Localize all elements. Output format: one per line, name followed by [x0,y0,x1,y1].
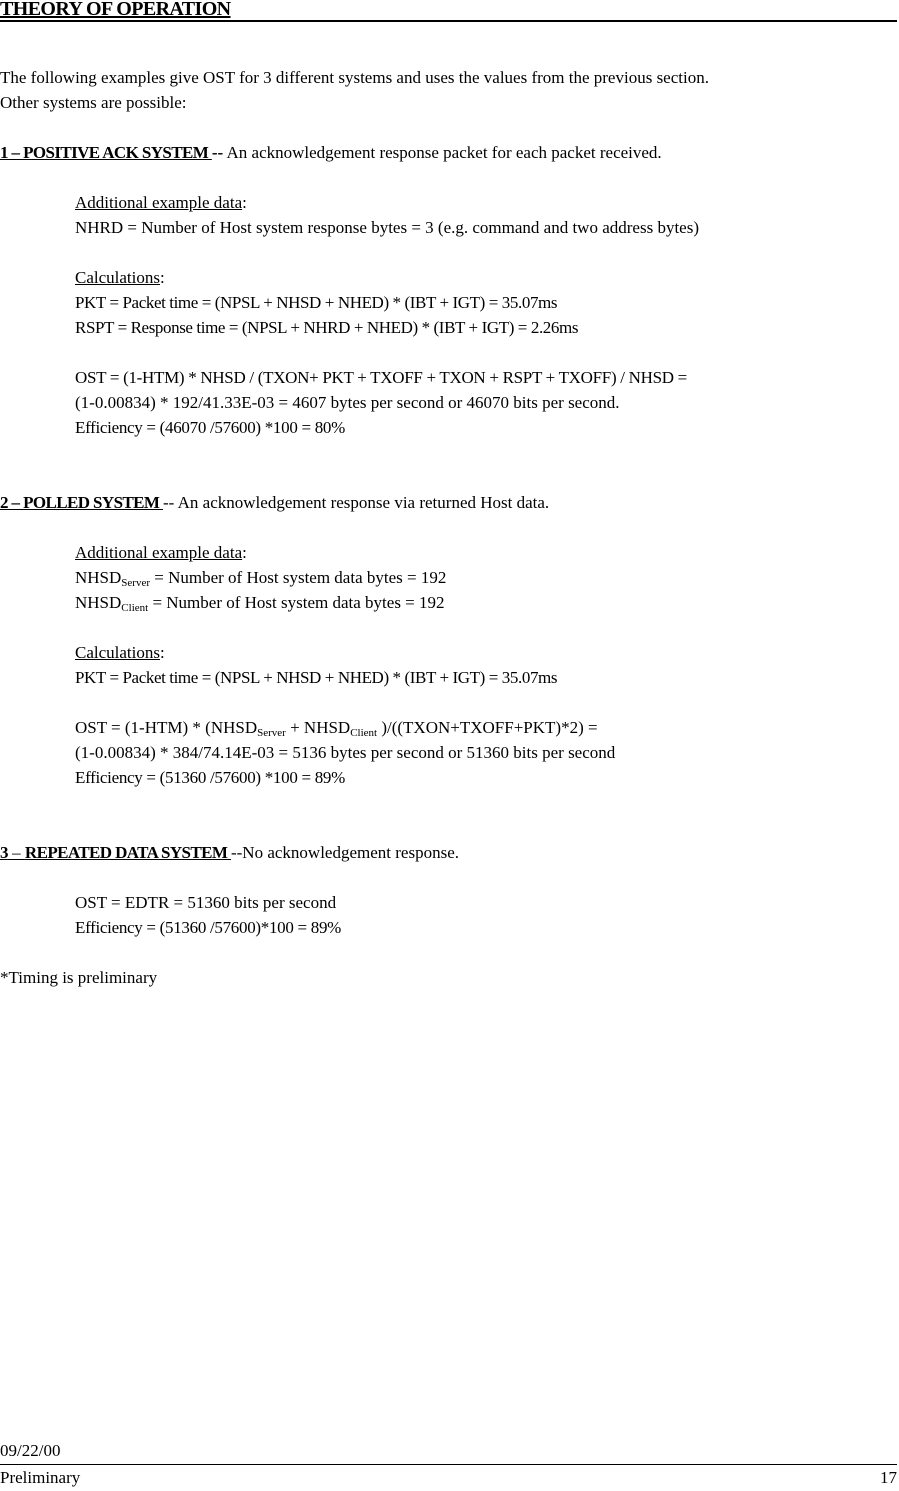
page-title: THEORY OF OPERATION [0,0,231,20]
section1-calc-line: Calculations: [75,268,165,287]
section1-calc-label: Calculations [75,268,160,287]
section1-heading-line [0,143,662,163]
page-header [0,0,897,22]
section2-additional-label: Additional example data [75,543,243,562]
section3-efficiency: Efficiency = (51360 /57600)*100 = 89% [75,918,342,937]
section2-ost-line-2: (1-0.00834) * 384/74.14E-03 = 5136 bytes per second or 51360 bits per second [75,743,616,762]
section1-ost-line-1: OST = (1-HTM) * NHSD / (TXON+ PKT + TXOFF + TXON + RSPT + TXOFF) / NHSD = [75,368,687,387]
server-subscript: Server [121,577,151,589]
section1-nhrd: NHRD = Number of Host system response bytes = 3 (e.g. command and two address bytes) [75,218,699,237]
page-number: 17 [880,1468,897,1487]
section1-additional-line: Additional example data: [75,193,247,212]
section3-heading-desc: --No acknowledgement response. [230,843,459,862]
section2-calc-line: Calculations: [75,643,165,662]
footer-date: 09/22/00 [0,1441,61,1460]
client-subscript: Client [121,602,149,614]
section1-ost-line-2: (1-0.00834) * 192/41.33E-03 = 4607 bytes per second or 46070 bits per second. [75,393,620,412]
section1-heading-sep: -- [211,143,224,162]
timing-note: *Timing is preliminary [0,968,158,987]
footer-status: Preliminary [0,1468,81,1487]
section2-pkt: PKT = Packet time = (NPSL + NHSD + NHED) * (IBT + IGT) = 35.07ms [75,668,558,687]
section3-heading: REPEATED DATA SYSTEM [24,843,231,862]
section1-additional-label: Additional example data [75,193,243,212]
section3-ost: OST = EDTR = 51360 bits per second [75,893,337,912]
section2-nhsd-server: $NHSD_{Server}$ = Number of Host system data bytes = 192 [75,568,447,589]
footer-divider [0,1464,897,1465]
section2-heading-line [0,493,549,513]
section3-heading-line: 3 – REPEATED DATA SYSTEM --No acknowledgement response. [0,843,459,862]
section2-heading: 2 – POLLED SYSTEM [0,493,164,512]
section2-additional-line: Additional example data: [75,543,247,562]
section2-calc-label: Calculations [75,643,160,662]
section2-heading-desc: -- An acknowledgement response via returned Host data. [163,493,550,512]
section1-heading: 1 – POSITIVE ACK SYSTEM [0,143,212,162]
section1-pkt: PKT = Packet time = (NPSL + NHSD + NHED) * (IBT + IGT) = 35.07ms [75,293,558,312]
intro-line-1: The following examples give OST for 3 different systems and uses the values from the previous section. [0,68,709,87]
section1-efficiency: Efficiency = (46070 /57600) *100 = 80% [75,418,345,437]
intro-line-2: Other systems are possible: [0,93,187,112]
section1-heading-desc: An acknowledgement response packet for each packet received. [223,143,662,162]
section1-rspt: RSPT = Response time = (NPSL + NHRD + NHED) * (IBT + IGT) = 2.26ms [75,318,579,337]
section2-nhsd-client: $NHSD_{Client}$ = Number of Host system data bytes = 192 [75,593,445,614]
section2-efficiency: Efficiency = (51360 /57600) *100 = 89% [75,768,345,787]
section2-ost-line-1: OST = $(1-HTM) * (NHSD_{Server}$ + $NHSD_{Client}$ )/((TXON+TXOFF+PKT)*2) = [75,718,598,739]
